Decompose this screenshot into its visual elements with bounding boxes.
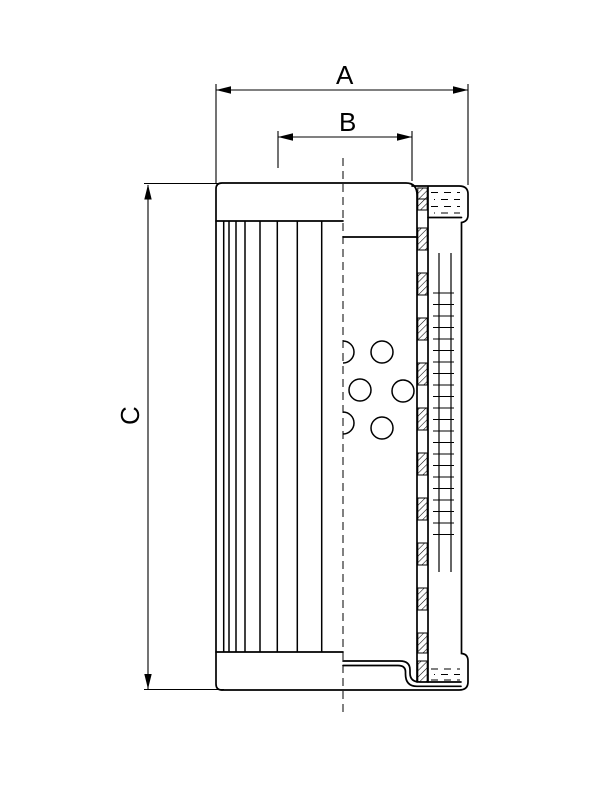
core-hatch-block <box>418 453 427 475</box>
pleated-media-lines <box>224 221 322 652</box>
core-hatch-block <box>418 228 427 250</box>
bottom-cap-cup-inner <box>343 666 461 687</box>
core-hatch-block <box>418 661 427 682</box>
wire-mesh-section <box>433 253 454 572</box>
dimension-c-label: C <box>115 406 145 425</box>
dim-a-arrow-left <box>216 86 231 93</box>
dimension-a-label: A <box>336 60 354 90</box>
core-hatch-block <box>418 363 427 385</box>
core-hole <box>349 379 371 401</box>
core-hatch-block <box>418 188 427 199</box>
dimension-c <box>144 184 224 690</box>
core-hatch-block <box>418 633 427 653</box>
dim-c-arrow-bottom <box>144 674 151 689</box>
core-hatch-block <box>418 543 427 565</box>
core-hatch-block <box>418 588 427 610</box>
core-hatch-block <box>418 498 427 520</box>
outline-left-and-top <box>216 183 417 690</box>
outline-bottom-and-right-shell <box>222 186 468 690</box>
mesh-rungs <box>433 288 454 538</box>
dim-c-arrow-top <box>144 185 151 200</box>
core-hatch-block <box>418 199 427 210</box>
core-hatch-block <box>418 273 427 295</box>
dim-b-arrow-right <box>397 133 412 140</box>
core-holes <box>343 341 414 439</box>
bottom-seal-section <box>431 669 460 680</box>
core-hole <box>392 380 414 402</box>
core-hatch-block <box>418 408 427 430</box>
dim-a-arrow-right <box>453 86 468 93</box>
core-hole-half <box>343 341 354 363</box>
core-hole <box>371 341 393 363</box>
core-hole <box>371 417 393 439</box>
filter-element-outline <box>216 183 468 690</box>
core-hole-half <box>343 412 354 434</box>
top-seal-section <box>431 193 460 214</box>
dimension-b <box>278 131 412 181</box>
core-hatch-block <box>418 318 427 340</box>
bottom-cap-cup-outer <box>343 661 461 682</box>
dim-b-arrow-left <box>278 133 293 140</box>
dimension-b-label: B <box>339 107 357 137</box>
core-tube-section <box>418 188 427 682</box>
